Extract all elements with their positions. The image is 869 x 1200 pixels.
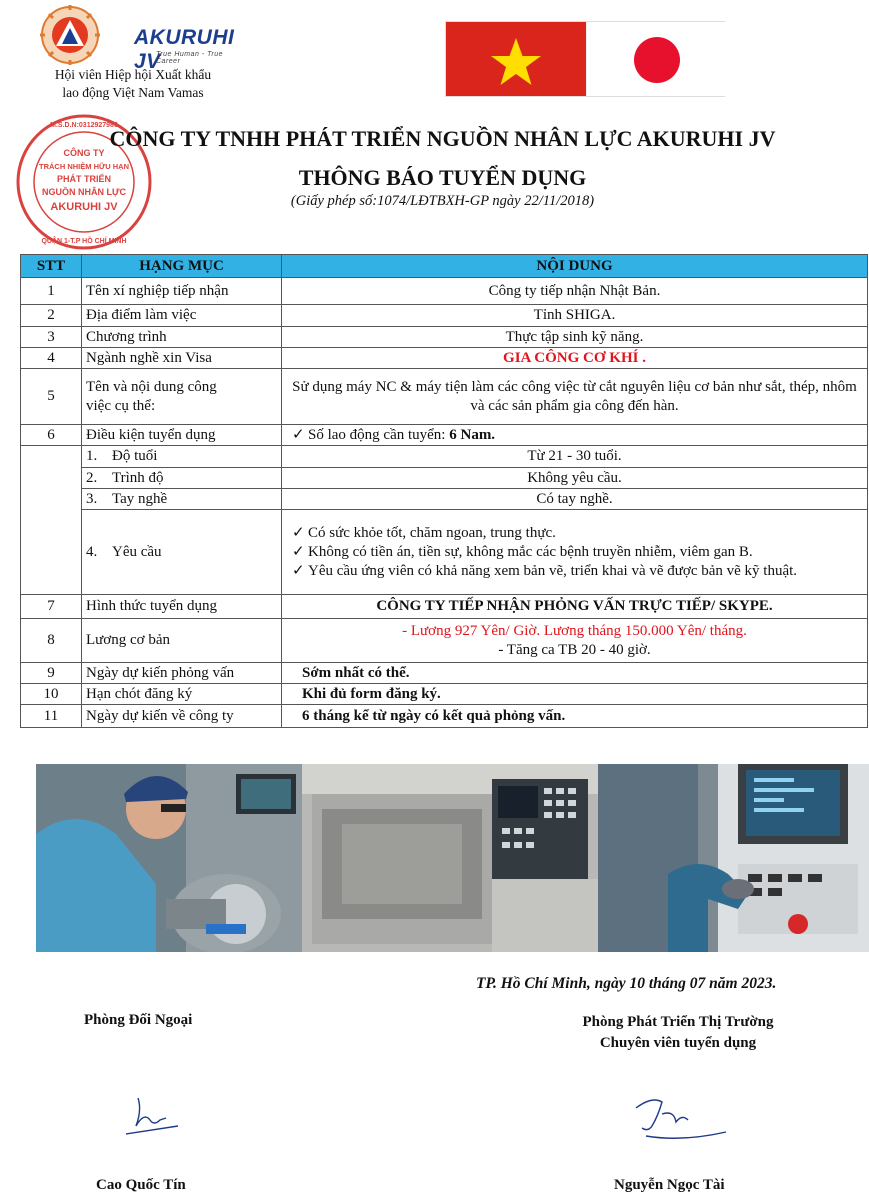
row-number: 3: [21, 327, 82, 348]
department-right-line-1: Phòng Phát Triển Thị Trường: [582, 1014, 774, 1030]
work-photos: [36, 764, 869, 952]
vietnam-flag-icon: [446, 22, 586, 96]
table-subrow: [21, 489, 868, 510]
row-category: Ngành nghề xin Visa: [82, 348, 282, 369]
row-category: Hình thức tuyển dụng: [82, 595, 282, 619]
brand-name: AKURUHI JV: [134, 26, 235, 73]
row-number: 9: [21, 663, 82, 684]
signer-left-name: Cao Quốc Tín: [96, 1177, 186, 1193]
svg-text:NGUỒN NHÂN LỰC: NGUỒN NHÂN LỰC: [42, 187, 126, 197]
row-number: 8: [21, 619, 82, 663]
row-number: 1: [21, 278, 82, 305]
row-category-line-2: việc cụ thể:: [86, 397, 156, 414]
brand-slogan: True Human - True Career: [156, 51, 223, 65]
empty-stt-cell: [21, 446, 82, 595]
row-value: Thực tập sinh kỹ năng.: [282, 327, 868, 348]
header-category: HẠNG MỤC: [82, 255, 282, 278]
table-subrow: [21, 468, 868, 489]
cnc-machine-photo: [302, 764, 598, 952]
issue-date: TP. Hồ Chí Minh, ngày 10 tháng 07 năm 2023.: [476, 975, 777, 992]
checkmark-icon: ✓: [292, 562, 305, 579]
checkmark-icon: ✓: [292, 524, 305, 541]
row-number: 2: [21, 305, 82, 327]
row-value: Khi đủ form đăng ký.: [282, 684, 868, 705]
row-category: Địa điểm làm việc: [82, 305, 282, 327]
company-logo: [38, 4, 238, 73]
row-value-prefix: Số lao động cần tuyển:: [308, 426, 450, 443]
header-stt: STT: [21, 255, 82, 278]
table-row: [21, 327, 868, 348]
checkmark-icon: ✓: [292, 543, 305, 560]
salary-line-2: - Tăng ca TB 20 - 40 giờ.: [498, 641, 651, 658]
subrow-value: Có tay nghề.: [282, 489, 868, 510]
row-category-line-1: Tên và nội dung công: [86, 378, 217, 395]
table-row: [21, 684, 868, 705]
row-category: Hạn chót đăng ký: [82, 684, 282, 705]
header-content: NỘI DUNG: [282, 255, 868, 278]
row-value: Công ty tiếp nhận Nhật Bản.: [282, 278, 868, 305]
row-number: 6: [21, 425, 82, 446]
salary-line-1: - Lương 927 Yên/ Giờ. Lương tháng 150.000 Yên/ tháng.: [402, 622, 747, 639]
requirements-list: [282, 510, 868, 595]
recruitment-table: [20, 254, 868, 728]
row-category: Lương cơ bản: [82, 619, 282, 663]
worker-lathe-photo: [36, 764, 302, 952]
row-number: 5: [21, 369, 82, 425]
table-row: [21, 663, 868, 684]
table-row: [21, 425, 868, 446]
japan-flag-icon: [586, 22, 726, 96]
table-row: [21, 595, 868, 619]
requirement-item: ✓ Yêu cầu ứng viên có khả năng xem bản vẽ, triển khai và vẽ được bản vẽ kỹ thuật.: [286, 562, 863, 581]
table-row: [21, 369, 868, 425]
membership-line-2: lao động Việt Nam Vamas: [62, 85, 204, 100]
svg-text:QUẬN 1-T.P HỒ CHÍ MINH: QUẬN 1-T.P HỒ CHÍ MINH: [41, 238, 127, 245]
svg-text:M.S.D.N:0312927986: M.S.D.N:0312927986: [50, 122, 118, 129]
table-row: [21, 278, 868, 305]
license-number: (Giấy phép số:1074/LĐTBXH-GP ngày 22/11/2018): [290, 193, 595, 209]
table-row: [21, 705, 868, 728]
row-value-job: GIA CÔNG CƠ KHÍ .: [282, 348, 868, 369]
page-title: THÔNG BÁO TUYỂN DỤNG: [298, 165, 587, 190]
row-value: Tỉnh SHIGA.: [282, 305, 868, 327]
svg-text:TRÁCH NHIỆM HỮU HẠN: TRÁCH NHIỆM HỮU HẠN: [39, 162, 129, 171]
row-number: 4: [21, 348, 82, 369]
department-right: [550, 1012, 806, 1054]
row-category: Ngày dự kiến về công ty: [82, 705, 282, 728]
subrow-category: 2. Trình độ: [82, 468, 282, 489]
department-right-line-2: Chuyên viên tuyển dụng: [599, 1035, 757, 1051]
membership-line-1: Hội viên Hiệp hội Xuất khẩu: [54, 67, 212, 82]
svg-text:CÔNG TY: CÔNG TY: [63, 148, 105, 158]
row-number: 10: [21, 684, 82, 705]
company-name: CÔNG TY TNHH PHÁT TRIỂN NGUỒN NHÂN LỰC AKURUHI JV: [109, 126, 776, 151]
table-header-row: [21, 255, 868, 278]
table-row: [21, 305, 868, 327]
membership-note: [14, 66, 252, 102]
row-value: [282, 425, 868, 446]
row-category: Tên xí nghiệp tiếp nhận: [82, 278, 282, 305]
requirement-item: ✓ Không có tiền án, tiền sự, không mắc các bệnh truyền nhiễm, viêm gan B.: [286, 543, 863, 562]
row-category: Ngày dự kiến phỏng vấn: [82, 663, 282, 684]
row-value-salary: [282, 619, 868, 663]
signature-right-icon: [622, 1092, 732, 1142]
row-category: Điều kiện tuyển dụng: [82, 425, 282, 446]
subrow-category: 3. Tay nghề: [82, 489, 282, 510]
subrow-category: 1. Độ tuổi: [82, 446, 282, 468]
requirement-item: ✓ Có sức khỏe tốt, chăm ngoan, trung thực.: [286, 524, 863, 543]
row-category: Chương trình: [82, 327, 282, 348]
row-value: Sử dụng máy NC & máy tiện làm các công việc từ cắt nguyên liệu cơ bản như sắt, thép, nhôm và các sản phẩm gia công đến hàn.: [282, 369, 868, 425]
row-value: Sớm nhất có thể.: [282, 663, 868, 684]
signature-left-icon: [118, 1090, 188, 1140]
table-subrow: [21, 510, 868, 595]
row-value-bold: 6 Nam.: [449, 426, 496, 443]
svg-text:PHÁT TRIỂN: PHÁT TRIỂN: [57, 174, 111, 184]
table-subrow: [21, 446, 868, 468]
subrow-value: Từ 21 - 30 tuổi.: [282, 446, 868, 468]
department-left: Phòng Đối Ngoại: [84, 1012, 193, 1028]
table-row: [21, 619, 868, 663]
row-value: 6 tháng kể từ ngày có kết quả phỏng vấn.: [282, 705, 868, 728]
logo-emblem-icon: [38, 4, 108, 66]
svg-text:AKURUHI JV: AKURUHI JV: [50, 201, 118, 213]
checkmark-icon: ✓: [292, 426, 305, 443]
row-value: CÔNG TY TIẾP NHẬN PHỎNG VẤN TRỰC TIẾP/ SKYPE.: [282, 595, 868, 619]
table-row: [21, 348, 868, 369]
control-panel-photo: [598, 764, 869, 952]
row-number: 11: [21, 705, 82, 728]
subrow-category: 4. Yêu cầu: [82, 510, 282, 595]
flags: [445, 21, 725, 97]
signer-right-name: Nguyễn Ngọc Tài: [614, 1177, 725, 1193]
subrow-value: Không yêu cầu.: [282, 468, 868, 489]
row-category: [82, 369, 282, 425]
row-number: 7: [21, 595, 82, 619]
